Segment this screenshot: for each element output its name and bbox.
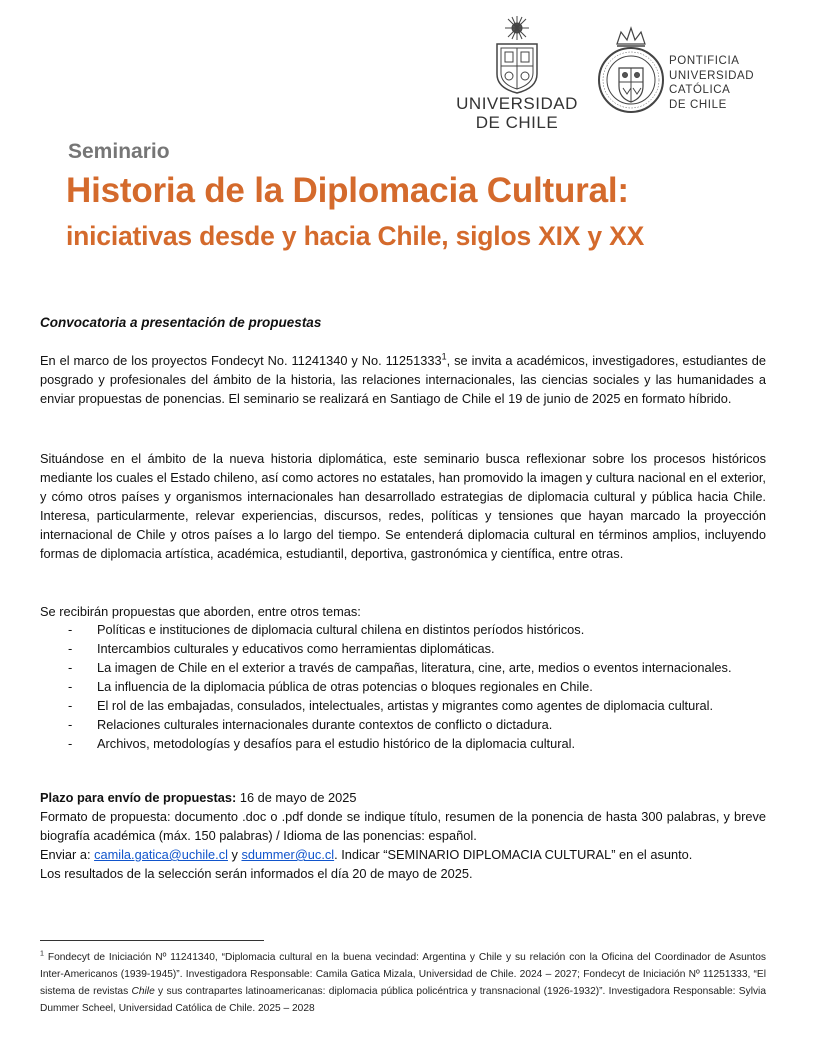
context-paragraph: Situándose en el ámbito de la nueva historia diplomática, este seminario busca reflexionar sobre los procesos históricos mediante los cuales el Estado chileno, así como actores no estatales, han promovido la imagen y cultura nacional en el exterior, y cómo otros países y organismos internacionales han desarrollado estrategias de diplomacia cultural y pública hacia Chile. Interesa, particularmente, relevar experiencias, discursos, redes, políticas y tensiones que hayan marcado la proyección internacional de Chile y otros países a lo largo del tiempo. Se entenderá diplomacia cultural en términos amplios, incluyendo formas de diplomacia artística, académica, estudiantil, deportiva, gastronómica y científica, entre otras. xyxy=(40,451,766,561)
footnote-text-2: y sus contrapartes latinoamericanas: diplomacia pública policéntrica y transnacional (1926-1932)”. Investigadora Responsable: Sylvia Dummer Scheel, Universidad Católica de Chile. 2025 – 2028 xyxy=(40,986,766,1014)
call-heading: Convocatoria a presentación de propuestas xyxy=(40,315,322,330)
topics-intro: Se recibirán propuestas que aborden, entre otros temas: xyxy=(40,604,361,619)
seminar-label: Seminario xyxy=(68,140,170,163)
intro-text-end: , se invita a académicos, investigadores, estudiantes de posgrado y profesionales del ámbito de la historia, las relaciones internacionales, las ciencias sociales y las humanidades a enviar propuestas de ponencias. El seminario se realizará en Santiago de Chile el 19 de junio de 2025 en formato híbrido. xyxy=(40,353,766,406)
topic-text: El rol de las embajadas, consulados, intelectuales, artistas y migrantes como agentes de diplomacia cultural. xyxy=(97,698,713,713)
uchile-emblem-icon xyxy=(487,14,547,94)
intro-paragraph xyxy=(40,351,766,408)
topic-text: Relaciones culturales internacionales durante contextos de conflicto o dictadura. xyxy=(97,717,553,732)
puc-name-line3: CATÓLICA xyxy=(669,84,731,96)
submission-details xyxy=(40,788,766,883)
footnote-marker: 1 xyxy=(40,949,44,958)
puc-name-line4: DE CHILE xyxy=(669,98,727,111)
puc-name-line2: UNIVERSIDAD xyxy=(669,69,755,82)
email-link-sdummer[interactable]: sdummer@uc.cl xyxy=(241,847,335,862)
topic-item xyxy=(40,620,766,639)
topic-bullet: - xyxy=(68,660,73,675)
topic-bullet: - xyxy=(68,679,73,694)
topic-text: Políticas e instituciones de diplomacia cultural chilena en distintos períodos históricos. xyxy=(97,622,585,637)
topic-item xyxy=(40,658,766,677)
topic-item xyxy=(40,639,766,658)
footnote-italic: Chile xyxy=(131,986,155,997)
email-link-camila[interactable]: camila.gatica@uchile.cl xyxy=(94,847,228,862)
topic-item xyxy=(40,715,766,734)
topic-bullet: - xyxy=(68,698,73,713)
puc-seal-icon xyxy=(597,26,665,120)
footnote-text: Fondecyt de Iniciación Nº 11241340, “Diplomacia cultural en la buena vecindad: Argentina y Chile y su relación con la Oficina del Coordinador de Asuntos Inter-Americanos (1939-1945)”. Investigadora Responsable: Camila Gatica Mizala, Universidad de Chile. 2024 – 2027; Fondecyt de Iniciación Nº 11251333, “El sistema de revistas xyxy=(40,952,766,997)
universidad-de-chile-logo xyxy=(455,14,579,132)
topic-bullet: - xyxy=(68,736,73,751)
uchile-name-line1: UNIVERSIDAD xyxy=(456,94,578,113)
puc-name xyxy=(669,54,754,112)
topic-text: Archivos, metodologías y desafíos para el estudio histórico de la diplomacia cultural. xyxy=(97,736,576,751)
uchile-name-line2: DE CHILE xyxy=(475,113,559,132)
intro-text-start: En el marco de los proyectos Fondecyt No. 11241340 y No. 11251333 xyxy=(40,353,442,368)
deadline-line xyxy=(40,788,766,807)
page-title: Historia de la Diplomacia Cultural: xyxy=(66,171,629,210)
results-text: Los resultados de la selección serán informados el día 20 de mayo de 2025. xyxy=(40,866,473,881)
footnote-divider xyxy=(40,940,264,941)
footnote xyxy=(40,949,766,1017)
email-connector: y xyxy=(227,847,242,862)
footnote-ref: 1 xyxy=(441,351,447,362)
topic-text: La imagen de Chile en el exterior a través de campañas, literatura, cine, arte, medios o eventos internacionales. xyxy=(97,660,732,675)
deadline-label: Plazo para envío de propuestas: xyxy=(40,790,237,805)
topic-bullet: - xyxy=(68,641,73,656)
puc-name-line1: PONTIFICIA xyxy=(669,55,740,67)
topic-item xyxy=(40,696,766,715)
format-text: Formato de propuesta: documento .doc o .pdf donde se indique título, resumen de la ponencia de hasta 300 palabras, y breve biografía académica (máx. 150 palabras) / Idioma de las ponencias: español. xyxy=(40,809,766,843)
deadline-value: 16 de mayo de 2025 xyxy=(236,790,357,805)
send-to-line xyxy=(40,845,766,864)
subject-instruction: . Indicar “SEMINARIO DIPLOMACIA CULTURAL” en el asunto. xyxy=(334,847,693,862)
topic-item xyxy=(40,677,766,696)
topic-text: La influencia de la diplomacia pública de otras potencias o bloques regionales en Chile. xyxy=(97,679,593,694)
topics-list xyxy=(40,620,766,753)
topic-bullet: - xyxy=(68,622,73,637)
topic-bullet: - xyxy=(68,717,73,732)
puc-logo xyxy=(597,26,797,120)
send-to-label: Enviar a: xyxy=(40,847,95,862)
topic-text: Intercambios culturales y educativos como herramientas diplomáticas. xyxy=(97,641,495,656)
page-subtitle: iniciativas desde y hacia Chile, siglos XIX y XX xyxy=(66,221,645,251)
topic-item xyxy=(40,734,766,753)
